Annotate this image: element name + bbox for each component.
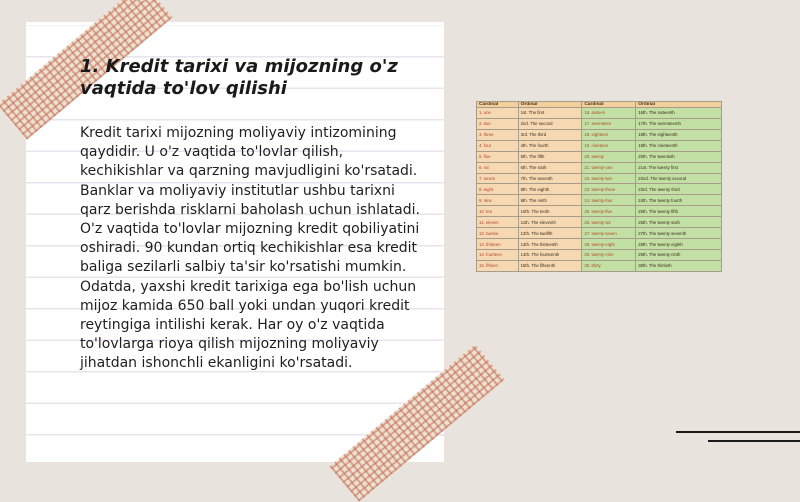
table-row (477, 151, 722, 162)
table-cell: 7. seven (477, 173, 519, 184)
table-row (477, 260, 722, 271)
table-row (477, 129, 722, 140)
table-cell: 3rd. The third (518, 129, 582, 140)
table-cell: 19. nineteen (582, 140, 636, 151)
table-cell: 14th. The fourteenth (518, 249, 582, 260)
table-cell: 18. eighteen (582, 129, 636, 140)
table-cell: 2nd. The second (518, 118, 582, 129)
table-cell: 14. fourteen (477, 249, 519, 260)
table-cell: 1st. The first (518, 108, 582, 119)
table-row (477, 108, 722, 119)
decorative-line (708, 440, 800, 442)
table-cell: 3. three (477, 129, 519, 140)
table-cell: 5. five (477, 151, 519, 162)
table-cell: 10th. The tenth (518, 206, 582, 217)
table-cell: 13th. The thirteenth (518, 239, 582, 250)
table-header-cell: Cardinal (582, 102, 636, 108)
table-cell: 26. twenty-six (582, 217, 636, 228)
table-header-cell: Ordinal (636, 102, 722, 108)
slide-body-text: Kredit tarixi mijozning moliyaviy intizomining qaydidir. U o'z vaqtida to'lovlar qilish, kechikishlar va qarzning mavjudligini ko'rsatadi. Banklar va moliyaviy institutlar ushbu tarixni qarz berishda risklarni baholash uchun ishlatadi. O'z vaqtida to'lovlar mijozning kredit qobiliyatini oshiradi. 90 kundan ortiq kechikishlar esa kredit baliga sezilarli salbiy ta'sir ko'rsatishi mumkin. Odatda, yaxshi kredit tarixiga ega bo'lish uchun mijoz kamida 650 ball yoki undan yuqori kredit reytingiga intilishi kerak. Har oy o'z vaqtida to'lovlarga rioya qilish mijozning moliyaviy jihatdan ishonchli ekanligini ko'rsatadi. (80, 125, 420, 372)
table-row (477, 239, 722, 250)
table-cell: 13. thirteen (477, 239, 519, 250)
table-cell: 20th. The twentieth (636, 151, 722, 162)
table-row (477, 140, 722, 151)
table-row (477, 249, 722, 260)
table-cell: 1. one (477, 108, 519, 119)
table-cell: 11. eleven (477, 217, 519, 228)
table-cell: 20. twenty (582, 151, 636, 162)
table-cell: 6. six (477, 162, 519, 173)
table-cell: 30th. The thirtieth (636, 260, 722, 271)
table-cell: 23rd. The twenty third (636, 184, 722, 195)
table-cell: 17th. The seventeenth (636, 118, 722, 129)
table-cell: 28. twenty-eight (582, 239, 636, 250)
slide-title: 1. Kredit tarixi va mijozning o'z vaqtida to'lov qilishi (80, 56, 398, 99)
table-cell: 15th. The fifteenth (518, 260, 582, 271)
table-header-cell: Cardinal (477, 102, 519, 108)
table-cell: 18th. The eighteenth (636, 129, 722, 140)
table-cell: 24th. The twenty fourth (636, 195, 722, 206)
table-cell: 10. ten (477, 206, 519, 217)
table-cell: 30. thirty (582, 260, 636, 271)
table-row (477, 228, 722, 239)
table-row (477, 162, 722, 173)
table-cell: 16th. The sixteenth (636, 108, 722, 119)
table-row (477, 173, 722, 184)
table-cell: 28th. The twenty eighth (636, 239, 722, 250)
cardinal-ordinal-table (476, 101, 722, 272)
table-cell: 25th. The twenty fifth (636, 206, 722, 217)
table-cell: 22nd. The twenty second (636, 173, 722, 184)
table-cell: 5th. The fifth (518, 151, 582, 162)
table-cell: 23. twenty-three (582, 184, 636, 195)
table-header-cell: Ordinal (518, 102, 582, 108)
table-row (477, 217, 722, 228)
table-cell: 4. four (477, 140, 519, 151)
table-cell: 8. eight (477, 184, 519, 195)
table-cell: 8th. The eighth (518, 184, 582, 195)
table-row (477, 195, 722, 206)
table-cell: 6th. The sixth (518, 162, 582, 173)
table-cell: 24. twenty-four (582, 195, 636, 206)
table-cell: 11th. The eleventh (518, 217, 582, 228)
table-cell: 25. twenty-five (582, 206, 636, 217)
table-cell: 29th. The twenty ninth (636, 249, 722, 260)
table-cell: 16. sixteen (582, 108, 636, 119)
table-cell: 26th. The twenty sixth (636, 217, 722, 228)
table-cell: 12. twelve (477, 228, 519, 239)
table-cell: 21st. The twenty first (636, 162, 722, 173)
table-cell: 21. twenty-one (582, 162, 636, 173)
table-body (477, 108, 722, 272)
table-cell: 9th. The ninth (518, 195, 582, 206)
table-row (477, 118, 722, 129)
table-cell: 19th. The nineteenth (636, 140, 722, 151)
decorative-line (676, 431, 800, 433)
table-row (477, 206, 722, 217)
table-cell: 15. fifteen (477, 260, 519, 271)
table-cell: 2. two (477, 118, 519, 129)
table-cell: 9. nine (477, 195, 519, 206)
table-cell: 27th. The twenty seventh (636, 228, 722, 239)
table-cell: 4th. The fourth (518, 140, 582, 151)
table-cell: 29. twenty-nine (582, 249, 636, 260)
table-cell: 12th. The twelfth (518, 228, 582, 239)
table-row (477, 184, 722, 195)
table-cell: 17. seventeen (582, 118, 636, 129)
table-cell: 27. twenty-seven (582, 228, 636, 239)
table-cell: 7th. The seventh (518, 173, 582, 184)
table-cell: 22. twenty-two (582, 173, 636, 184)
number-table-image (476, 101, 722, 272)
